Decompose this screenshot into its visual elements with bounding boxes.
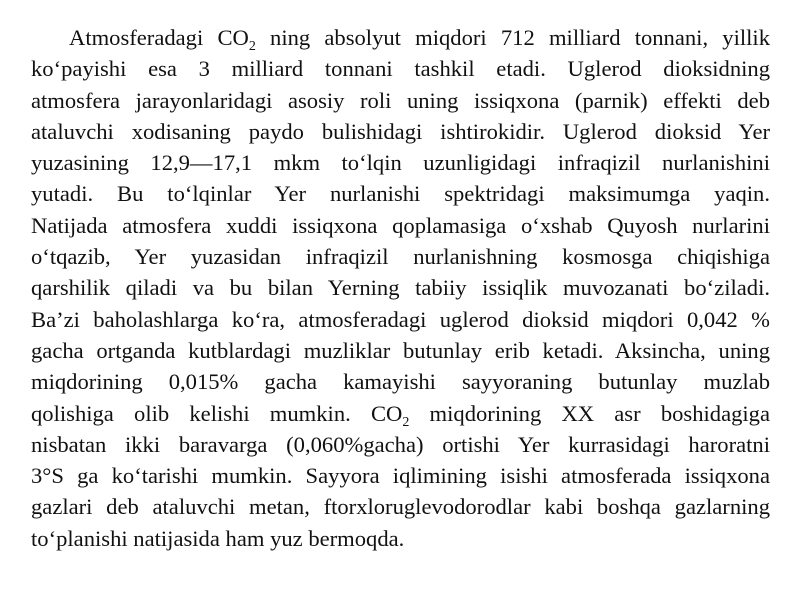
- text-line: o‘tqazib, Yer yuzasidan infraqizil nurlanishning kosmosga chiqishiga: [31, 244, 770, 270]
- text-line: yuzasining 12,9—17,1 mkm to‘lqin uzunligidagi infraqizil nurlanishini: [31, 150, 770, 176]
- text-line: ko‘payishi esa 3 milliard tonnani tashkil etadi. Uglerod dioksidning: [31, 56, 770, 82]
- text-line: 3°S ga ko‘tarishi mumkin. Sayyora iqlimining isishi atmosferada issiqxona: [31, 463, 770, 489]
- text-run: qolishiga olib kelishi mumkin. CO: [31, 400, 403, 426]
- text-line: miqdorining 0,015% gacha kamayishi sayyoraning butunlay muzlab: [31, 369, 770, 395]
- text-run: miqdorining XX asr boshidagiga: [409, 400, 770, 426]
- text-line: Ba’zi baholashlarga ko‘ra, atmosferadagi uglerod dioksid miqdori 0,042 %: [31, 306, 770, 332]
- text-line: atmosfera jarayonlaridagi asosiy roli uning issiqxona (parnik) effekti deb: [31, 87, 770, 113]
- body-paragraph: [31, 22, 770, 554]
- text-run: ning absolyut miqdori 712 milliard tonnani, yillik: [255, 25, 771, 50]
- co2-subscript: 2: [248, 39, 256, 54]
- text-line: gazlari deb ataluvchi metan, ftorxloruglevodorodlar kabi boshqa gazlarning: [31, 494, 770, 520]
- text-run: Atmosferadagi CO: [69, 25, 249, 50]
- text-line: gacha ortganda kutblardagi muzliklar butunlay erib ketadi. Aksincha, uning: [31, 337, 770, 363]
- text-line: yutadi. Bu to‘lqinlar Yer nurlanishi spektridagi maksimumga yaqin.: [31, 181, 770, 207]
- text-line: [31, 398, 770, 429]
- text-line: ataluvchi xodisaning paydo bulishidagi ishtirokidir. Uglerod dioksid Yer: [31, 118, 770, 144]
- text-line: [31, 22, 770, 53]
- text-line: to‘planishi natijasida ham yuz bermoqda.: [31, 525, 405, 551]
- text-line: qarshilik qiladi va bu bilan Yerning tabiiy issiqlik muvozanati bo‘ziladi.: [31, 275, 770, 301]
- text-line: nisbatan ikki baravarga (0,060%gacha) ortishi Yer kurrasidagi haroratni: [31, 431, 770, 457]
- co2-subscript: 2: [402, 414, 410, 430]
- text-line: Natijada atmosfera xuddi issiqxona qoplamasiga o‘xshab Quyosh nurlarini: [31, 212, 770, 238]
